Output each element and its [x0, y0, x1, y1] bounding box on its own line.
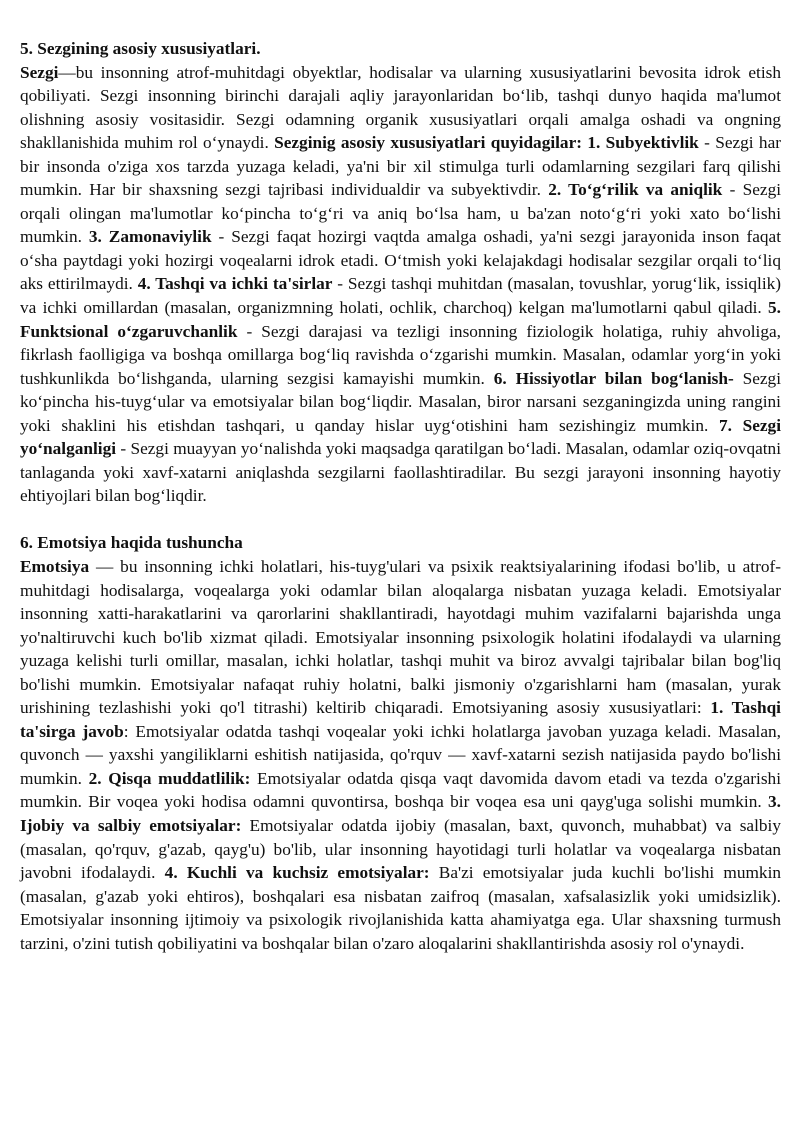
- bold-term: 4. Tashqi va ichki ta'sirlar: [137, 274, 333, 294]
- section-emotion: [20, 531, 781, 955]
- paragraph-text: - Sezgi orqali olingan ma'lumotlar ko‘pincha to‘g‘ri va aniq bo‘lsa ham, u ba'zan noto‘g‘ri yoki xato bo‘lishi mumkin.: [20, 180, 782, 247]
- bold-term: 1. Tashqi ta'sirga javob: [20, 698, 781, 741]
- bold-term: 3. Ijobiy va salbiy emotsiyalar:: [20, 792, 781, 835]
- section-heading: 5. Sezgining asosiy xususiyatlari.: [20, 39, 261, 58]
- section-sensation: [20, 37, 781, 508]
- bold-term: 6. Hissiyotlar bilan bog‘lanish-: [493, 368, 734, 388]
- bold-term: Emotsiya: [20, 556, 90, 576]
- bold-term: 2. Qisqa muddatlilik:: [88, 768, 251, 788]
- paragraph-text: Ba'zi emotsiyalar juda kuchli bo'lishi mumkin (masalan, g'azab yoki ehtiros), boshqalari esa nisbatan zaifroq (masalan, xafsalasizlik yoki umidsizlik). Emotsiyalar insonning ijtimoiy va psixologik rivojlanishida katta ahamiyatga ega. Ular shaxsning turmush tarzini, o'zini tutish qobiliyatini va boshqalar bilan o'zaro aloqalarini shakllantirishda asosiy rol o'ynaydi.: [20, 863, 782, 953]
- bold-term: 4. Kuchli va kuchsiz emotsiyalar:: [164, 863, 430, 883]
- paragraph-text: : Emotsiyalar odatda tashqi voqealar yoki ichki holatlarga javoban yuzaga keladi. Masalan, quvonch — yaxshi yangiliklarni eshitish natijasida, qo'rquv — xavf-xatarni sezish natijasida paydo bo'lishi mumkin.: [20, 721, 781, 788]
- bold-term: 2. To‘g‘rilik va aniqlik: [548, 180, 723, 200]
- paragraph-text: Emotsiyalar odatda qisqa vaqt davomida davom etadi va tezda o'zgarishi mumkin. Bir voqea yoki hodisa odamni quvontirsa, boshqa bir voqea esa uni qayg'uga solishi mumkin.: [20, 768, 781, 812]
- section-paragraph: [20, 61, 781, 508]
- bold-term: 3. Zamonaviylik: [88, 227, 212, 247]
- paragraph-text: - Sezgi faqat hozirgi vaqtda amalga oshadi, ya'ni sezgi jarayonida inson faqat o‘sha paytdagi yoki hozirgi voqealarni idrok etadi. O‘tmish yoki kelajakdagi hodisalar sezgilar orqali to‘liq aks ettirilmaydi.: [20, 227, 781, 294]
- paragraph-text: - Sezgi muayyan yo‘nalishda yoki maqsadga qaratilgan bo‘ladi. Masalan, odamlar oziq-ovqatni tanlaganda yoki xavf-xatarni aniqlashda sezgilarni faollashtiradilar. Bu sezgi jarayoni insonning hayotiy ehtiyojlari bilan bog‘liqdir.: [20, 439, 781, 506]
- paragraph-text: - Sezgi har bir insonda o'ziga xos tarzda yuzaga keladi, ya'ni bir xil stimulga turli odamlarning sezgilari farq qilishi mumkin. Har bir shaxsning sezgi tajribasi individualdir va subyektivdir.: [20, 133, 781, 200]
- paragraph-text: —bu insonning atrof-muhitdagi obyektlar, hodisalar va ularning xususiyatlarini bevosita idrok etish qobiliyati. Sezgi insonning birinchi darajali aqliy jarayonlaridan bo‘lib, tashqi dunyo haqida ma'lumot olishning asosiy vositasidir. Sezgi odamning organik xususiyatlari orqali amalga oshadi va ongning shakllanishida muhim rol o‘ynaydi.: [20, 62, 781, 153]
- paragraph-text: - Sezgi darajasi va tezligi insonning fiziologik holatiga, ruhiy ahvoliga, fikrlash faolligiga va boshqa omillarga bog‘liq ravishda o‘zgarishi mumkin. Masalan, odamlar yorg‘in yoki tushkunlikda bo‘lishganda, ularning sezgisi kamayishi mumkin.: [20, 321, 781, 388]
- bold-term: Sezginig asosiy xususiyatlari quyidagilar: 1. Subyektivlik: [274, 133, 699, 153]
- paragraph-text: — bu insonning ichki holatlari, his-tuyg'ulari va psixik reaktsiyalarining ifodasi bo'lib, u atrof-muhitdagi hodisalarga, voqealarga yoki odamlar bilan aloqalarga nisbatan yuzaga keladi. Emotsiyalar insonning xatti-harakatlarini va qarorlarini shakllantiradi, hayotdagi muhim vazifalarni bajarishda unga yo'naltiruvchi kuch bo'lib xizmat qiladi. Emotsiyalar insonning psixologik holatini ifodalaydi va ularning yuzaga kelishi turli omillar, masalan, ichki holatlar, tashqi muhit va biroz avvalgi tajribalar bilan bog'liq bo'lishi mumkin. Emotsiyalar nafaqat ruhiy holatni, balki jismoniy o'zgarishlarni ham (masalan, yurak urishining tezlashishi yoki qo'l titrashi) keltirib chiqaradi. Emotsiyaning asosiy xususiyatlari:: [20, 556, 781, 718]
- bold-term: 7. Sezgi yo‘nalganligi: [20, 415, 781, 459]
- paragraph-text: - Sezgi tashqi muhitdan (masalan, tovushlar, yorug‘lik, issiqlik) va ichki omillardan (masalan, organizmning holati, ochlik, charchoq) kelgan ma'lumotlarni qabul qiladi.: [20, 274, 782, 318]
- bold-term: 5. Funktsional o‘zgaruvchanlik: [20, 298, 781, 341]
- section-paragraph: [20, 555, 781, 955]
- paragraph-text: Sezgi ko‘pincha his-tuyg‘ular va emotsiyalar bilan bog‘liqdir. Masalan, biror narsani sezganingizda uning rangini yoki shaklini his etishdan tashqari, u qanday hislar uyg‘otishini ham sezishingiz mumkin.: [20, 368, 781, 435]
- section-heading: 6. Emotsiya haqida tushuncha: [20, 533, 243, 553]
- paragraph-text: Emotsiyalar odatda ijobiy (masalan, baxt, quvonch, muhabbat) va salbiy (masalan, qo'rquv, g'azab, qayg'u) bo'lib, ular insonning hayotidagi turli holatlar va voqealarga nisbatan javobni ifodalaydi.: [20, 816, 781, 883]
- bold-term: Sezgi: [20, 62, 59, 82]
